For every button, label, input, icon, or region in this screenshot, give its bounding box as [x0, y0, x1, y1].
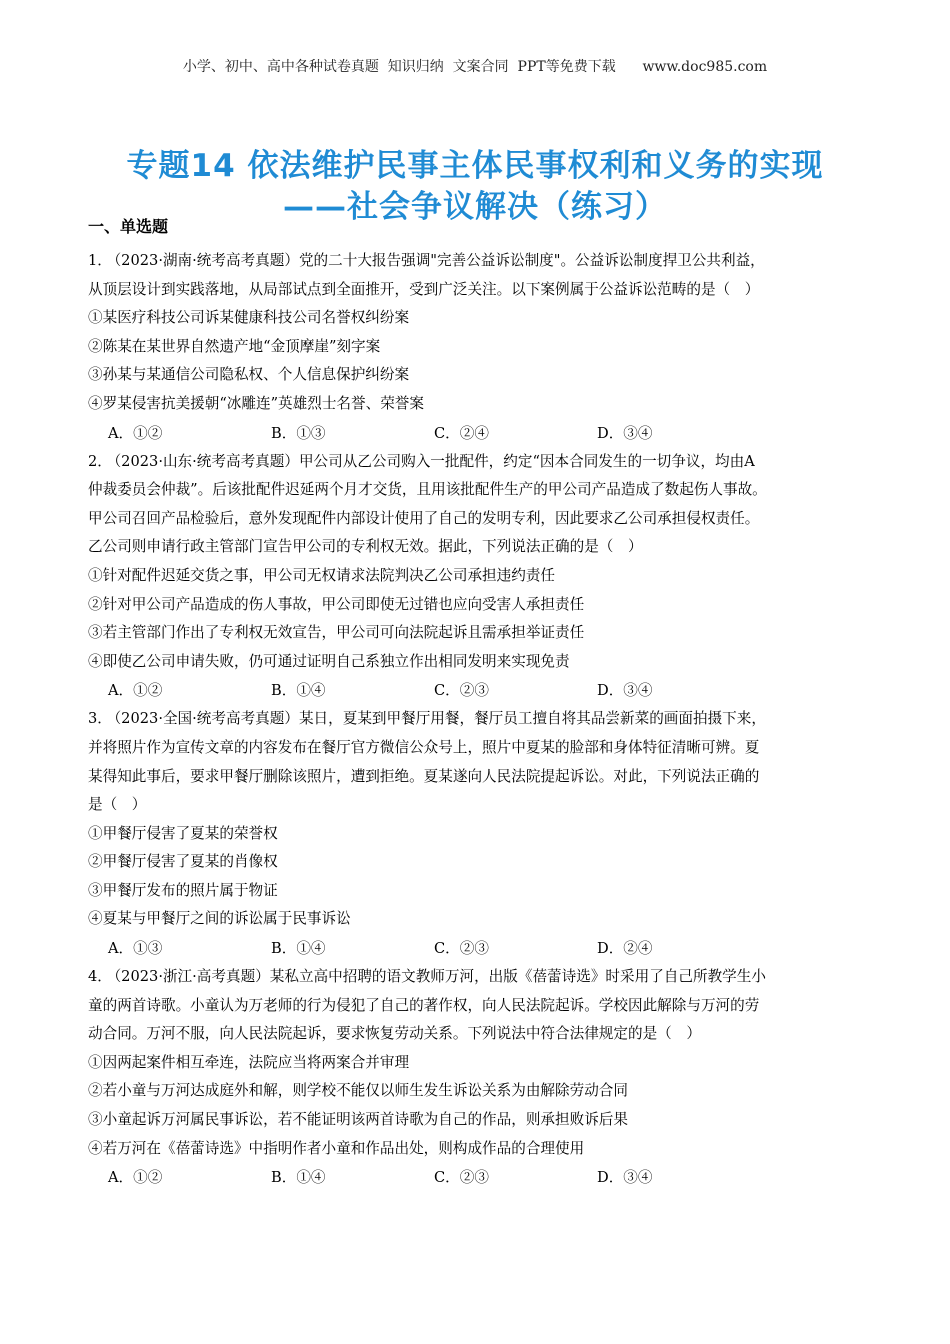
- statement: ④若万河在《蓓蕾诗选》中指明作者小童和作品出处，则构成作品的合理使用: [88, 1139, 585, 1157]
- statement: ③孙某与某通信公司隐私权、个人信息保护纠纷案: [88, 366, 410, 384]
- page-title-line1: 专题14 依法维护民事主体民事权利和义务的实现: [126, 148, 824, 184]
- statement: ①某医疗科技公司诉某健康科技公司名誉权纠纷案: [88, 309, 410, 327]
- stem-line: （2023·山东·统考高考真题）甲公司从乙公司购入一批配件，约定“因本合同发生的一切争议，均由A: [113, 452, 755, 470]
- statement: ②陈某在某世界自然遗产地“金顶摩崖”刻字案: [88, 337, 381, 355]
- stem-line: 童的两首诗歌。小童认为万老师的行为侵犯了自己的著作权，向人民法院起诉。学校因此解除与万河的劳: [88, 996, 760, 1014]
- option-d: D．②④: [597, 940, 653, 958]
- question-number: 1．: [88, 252, 112, 269]
- stem-line: （2023·浙江·高考真题）某私立高中招聘的语文教师万河，出版《蓓蕾诗选》时采用了自己所教学生小: [113, 968, 766, 986]
- option-a: A．①②: [108, 424, 163, 442]
- statement: ③小童起诉万河属民事诉讼，若不能证明该两首诗歌为自己的作品，则承担败诉后果: [88, 1111, 628, 1129]
- stem-line: （2023·全国·统考高考真题）某日，夏某到甲餐厅用餐，餐厅员工擅自将其品尝新菜的画面拍摄下来，: [113, 710, 766, 728]
- question-stem: [88, 247, 864, 276]
- statement: ②若小童与万河达成庭外和解，则学校不能仅以师生发生诉讼关系为由解除劳动合同: [88, 1082, 628, 1100]
- page-title-line2: ——社会争议解决（练习）: [283, 189, 667, 225]
- question-number: 4．: [88, 968, 112, 986]
- question-2: [88, 448, 864, 706]
- question-stem: [88, 448, 864, 477]
- stem-line: 是（ ）: [88, 796, 147, 814]
- option-a: A．①②: [108, 682, 163, 700]
- answer-options: [88, 934, 864, 963]
- option-c: C．②④: [434, 424, 489, 442]
- stem-line: 某得知此事后，要求甲餐厅删除该照片，遭到拒绝。夏某遂向人民法院提起诉讼。对此，下列说法正确的: [88, 767, 760, 785]
- question-list: [88, 247, 864, 1192]
- stem-line: 动合同。万河不服，向人民法院起诉，要求恢复劳动关系。下列说法中符合法律规定的是（ ）: [88, 1025, 701, 1043]
- stem-line: 甲公司召回产品检验后，意外发现配件内部设计使用了自己的发明专利，因此要求乙公司承担侵权责任。: [88, 509, 760, 527]
- question-stem: [88, 963, 864, 992]
- option-b: B．①④: [271, 940, 326, 958]
- statement: ②针对甲公司产品造成的伤人事故，甲公司即使无过错也应向受害人承担责任: [88, 595, 585, 613]
- statement: ④罗某侵害抗美援朝“冰雕连”英雄烈士名誉、荣誉案: [88, 394, 424, 412]
- option-d: D．③④: [597, 682, 653, 700]
- option-c: C．②③: [434, 940, 489, 958]
- stem-line: 乙公司则申请行政主管部门宣告甲公司的专利权无效。据此，下列说法正确的是（ ）: [88, 538, 643, 556]
- question-number: 3．: [88, 710, 112, 728]
- statement: ①甲餐厅侵害了夏某的荣誉权: [88, 824, 278, 842]
- answer-options: [88, 419, 864, 448]
- option-b: B．①④: [271, 1169, 326, 1187]
- stem-line: 并将照片作为宣传文章的内容发布在餐厅官方微信公众号上，照片中夏某的脸部和身体特征清晰可辨。夏: [88, 738, 760, 756]
- question-1: [88, 247, 864, 448]
- question-4: [88, 963, 864, 1192]
- answer-options: [88, 676, 864, 705]
- page-header: 小学、初中、高中各种试卷真题 知识归纳 文案合同 PPT等免费下载 www.doc985.com: [182, 59, 768, 75]
- option-d: D．③④: [597, 1169, 653, 1187]
- statement: ③甲餐厅发布的照片属于物证: [88, 881, 278, 899]
- statement: ②甲餐厅侵害了夏某的肖像权: [88, 853, 278, 871]
- statement: ③若主管部门作出了专利权无效宣告，甲公司可向法院起诉且需承担举证责任: [88, 624, 585, 642]
- statement: ①因两起案件相互牵连，法院应当将两案合并审理: [88, 1053, 410, 1071]
- statement: ④即使乙公司申请失败，仍可通过证明自己系独立作出相同发明来实现免责: [88, 652, 570, 670]
- statement: ①针对配件迟延交货之事，甲公司无权请求法院判决乙公司承担违约责任: [88, 566, 556, 584]
- stem-line: 仲裁委员会仲裁”。后该批配件迟延两个月才交货，且用该批配件生产的甲公司产品造成了数起伤人事故。: [88, 481, 767, 499]
- option-c: C．②③: [434, 682, 489, 700]
- option-b: B．①③: [271, 424, 326, 442]
- stem-line: （2023·湖南·统考高考真题）党的二十大报告强调"完善公益诉讼制度"。公益诉讼制度捍卫公共利益，: [113, 252, 765, 269]
- question-number: 2．: [88, 452, 112, 470]
- stem-line: 从顶层设计到实践落地，从局部试点到全面推开，受到广泛关注。以下案例属于公益诉讼范畴的是（ ）: [88, 280, 760, 298]
- answer-options: [88, 1163, 864, 1192]
- question-stem: [88, 705, 864, 734]
- statement: ④夏某与甲餐厅之间的诉讼属于民事诉讼: [88, 910, 351, 928]
- option-b: B．①④: [271, 682, 326, 700]
- question-3: [88, 705, 864, 963]
- option-d: D．③④: [597, 424, 653, 442]
- option-c: C．②③: [434, 1169, 489, 1187]
- section-heading: 一、单选题: [88, 217, 169, 236]
- option-a: A．①②: [108, 1169, 163, 1187]
- option-a: A．①③: [108, 940, 163, 958]
